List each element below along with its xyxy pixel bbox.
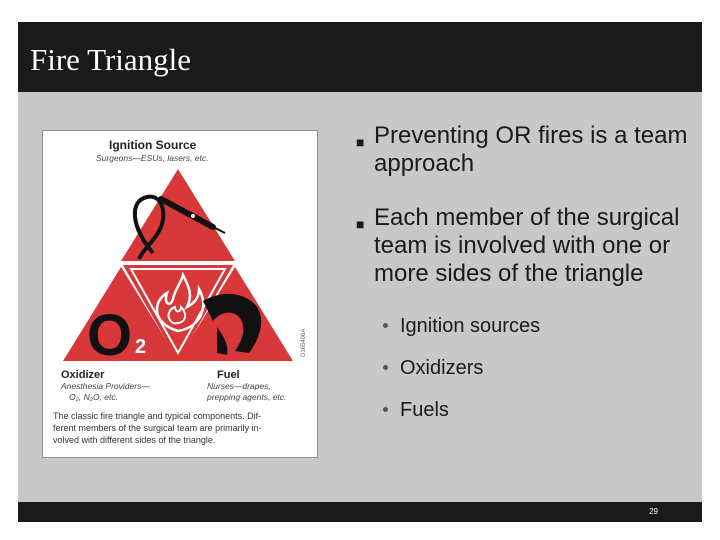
sub-bullet-text: Ignition sources [400, 315, 541, 337]
fire-triangle-diagram [43, 131, 317, 457]
caption-line-3: volved with different sides of the triangle. [53, 435, 216, 445]
caption-line-2: ferent members of the surgical team are primarily in- [53, 423, 262, 433]
o2-symbol: O [87, 303, 133, 368]
fuel-heading: Fuel [217, 369, 240, 381]
dot-bullet-icon [383, 323, 388, 328]
oxidizer-subtitle-1: Anesthesia Providers— [61, 381, 150, 391]
oxidizer-subtitle-2: O₂, N₂O, etc. [69, 392, 118, 402]
dot-bullet-icon [383, 365, 388, 370]
sub-bullet-text: Oxidizers [400, 357, 484, 379]
fire-triangle-figure [42, 130, 318, 458]
slide-title: Fire Triangle [30, 42, 192, 77]
square-bullet-icon: ■ [356, 134, 365, 150]
slide [18, 22, 702, 522]
ignition-heading: Ignition Source [109, 138, 197, 152]
oxidizer-heading: Oxidizer [61, 369, 105, 381]
dot-bullet-icon [383, 407, 388, 412]
caption-line-1: The classic fire triangle and typical components. Dif- [53, 411, 262, 421]
square-bullet-icon: ■ [356, 216, 365, 232]
bullet-text: Preventing OR fires is a team approach [374, 122, 688, 177]
sub-bullet-item [344, 398, 694, 422]
page-number: 29 [649, 507, 658, 516]
bullet-item [344, 204, 694, 288]
fuel-subtitle-2: prepping agents, etc. [207, 392, 287, 402]
footer-bar [18, 502, 702, 522]
figure-code: D165406A [301, 328, 307, 357]
bullet-list [344, 122, 694, 440]
sub-bullet-item [344, 314, 694, 338]
ignition-triangle [121, 169, 235, 261]
o2-subscript: 2 [135, 336, 147, 358]
fuel-subtitle-1: Nurses—drapes, [207, 381, 271, 391]
bullet-item [344, 122, 694, 178]
ignition-subtitle: Surgeons—ESUs, lasers, etc. [96, 153, 209, 163]
sub-bullet-text: Fuels [400, 399, 449, 421]
sub-bullet-item [344, 356, 694, 380]
title-bar [18, 22, 702, 92]
bullet-text: Each member of the surgical team is involved with one or more sides of the triangle [374, 204, 680, 287]
